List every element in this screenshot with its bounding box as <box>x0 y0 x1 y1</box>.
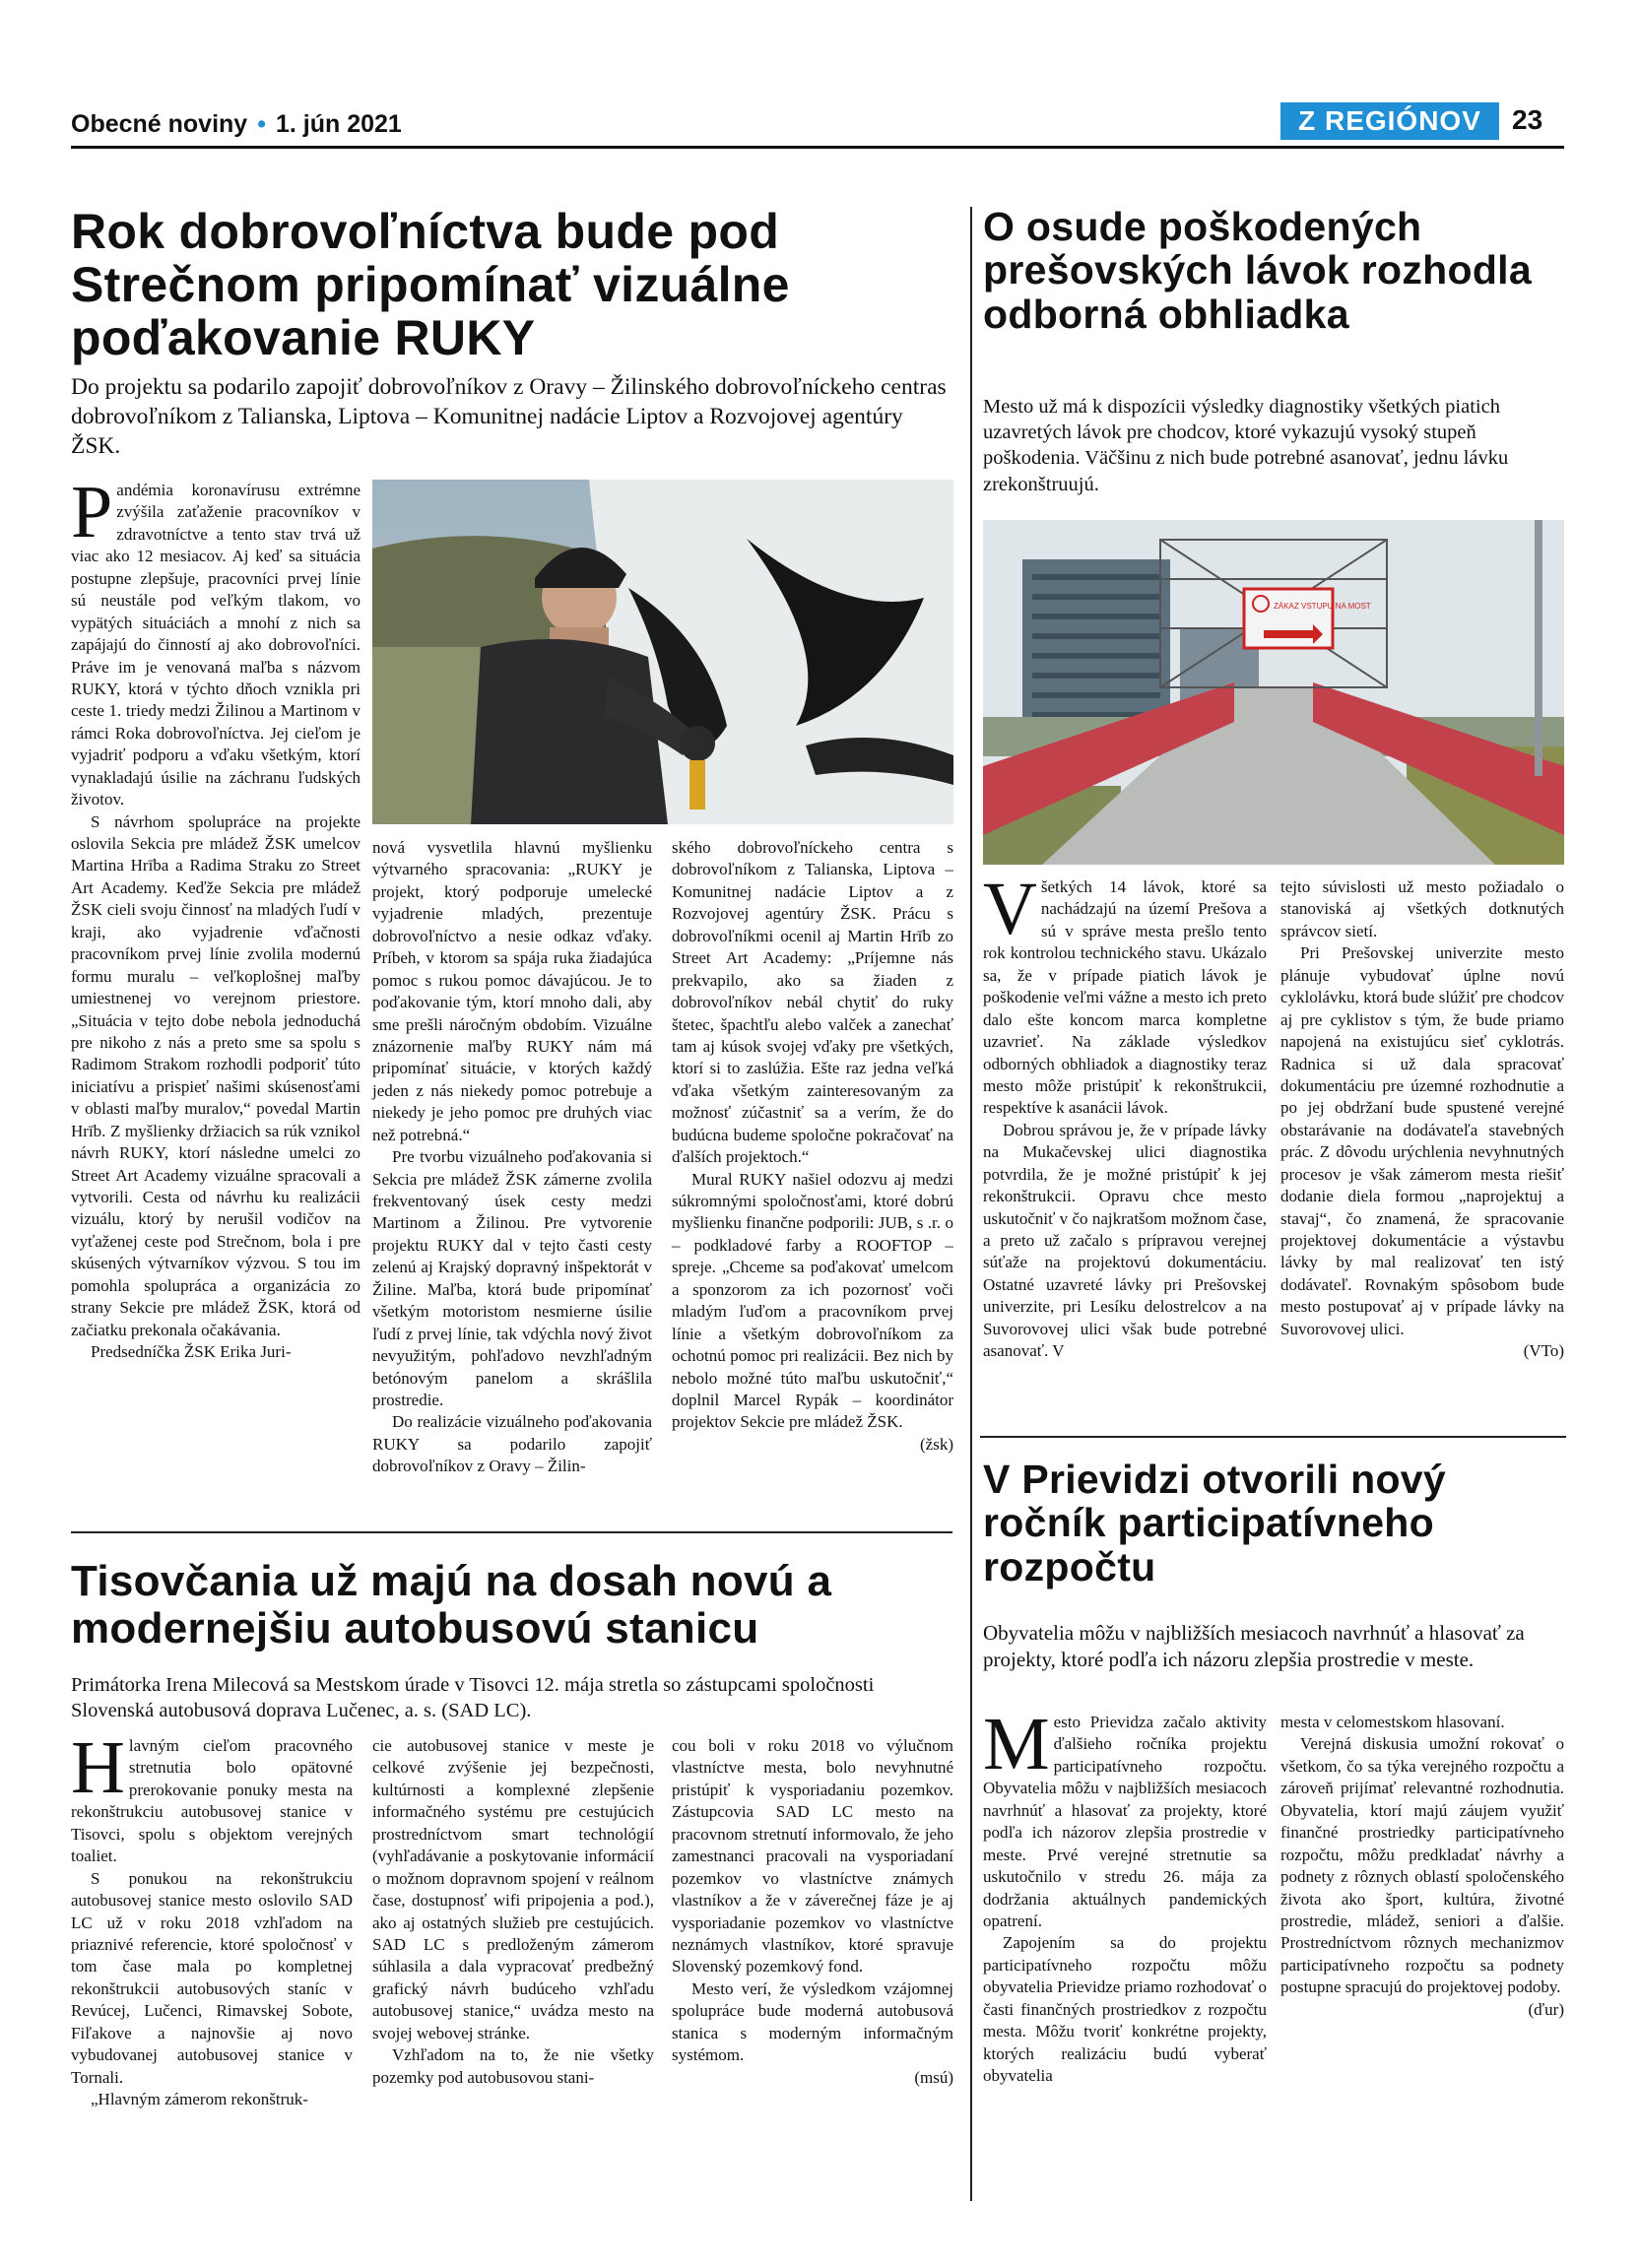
article3-lead: Obyvatelia môžu v najbližších mesiacoch navrhnúť a hlasovať za projekty, ktoré podľa ich názoru zlepšia prostredie v meste. <box>983 1621 1525 1671</box>
article4-signature: (msú) <box>914 2067 953 2087</box>
issue-date: 1. jún 2021 <box>275 110 402 138</box>
page-number: 23 <box>1512 104 1543 135</box>
article2-col1-p2: Dobrou správou je, že v prípade lávky na Mukačevskej ulici diagnostika potvrdila, že je možné pristúpiť k jej rekonštrukcii. Opravu chce mesto uskutočniť v čo najkratšom možnom čase, a preto už začalo s prípravou verejnej súťaže na projektovú dokumentáciu. Ostatné uzavreté lávky pri Prešovskej univerzite, pri Lesíku delostrelcov a na Suvorovovej ulici však bude potrebné asanovať. V <box>983 1120 1267 1361</box>
article1-signature: (žsk) <box>920 1434 953 1454</box>
article1-title: Rok dobrovoľníctva bude pod Strečnom pripomínať vizuálne poďakovanie RUKY <box>71 204 790 365</box>
footbridge-image <box>983 520 1564 865</box>
article-divider-left <box>71 1531 952 1533</box>
article4-col1-p2: S ponukou na rekonštrukciu autobusovej stanice mesto oslovilo SAD LC už v roku 2018 vzhľadom na priaznivé referencie, ktoré spoločnosť v tom čase mala po kompletnej rekonštrukcii autobusových staníc v Revúcej, Lučenci, Rimavskej Sobote, Fiľakove a najnovšie aj novo vybudovanej autobusovej stanice v Tornali. <box>71 1868 353 2087</box>
article2-signature: (VTo) <box>1523 1341 1564 1361</box>
article1-col2-p3: Do realizácie vizuálneho poďakovania RUKY sa podarilo zapojiť dobrovoľníkov z Oravy – Žilin- <box>372 1412 652 1476</box>
article1-col2-p2: Pre tvorbu vizuálneho poďakovania si Sekcia pre mládež ŽSK zámerne zvolila frekventovaný úsek cesty medzi Martinom a Žilinou. Pre vytvorenie projektu RUKY dal v tejto časti cesty zelenú aj Krajský dopravný inšpektorát v Žiline. Maľba, ktorá bude pripomínať všetkým motoristom nesmierne úsilie ľudí z prvej línie, tak vdýchla nový život nevyužitým, pohľadovo nevzhľadným betónovým panelom a skrášlila prostredie. <box>372 1147 652 1409</box>
article3-signature: (ďur) <box>1528 1999 1564 2019</box>
article1-col1-p3: Predsedníčka ŽSK Erika Juri- <box>91 1342 292 1362</box>
separator-dot: • <box>257 110 266 138</box>
publication-name: Obecné noviny <box>71 110 248 138</box>
article2-col2-p1: tejto súvislosti už mesto požiadalo o stanoviská aj všetkých dotknutých správcov sietí. <box>1280 877 1564 940</box>
article2-column-2 <box>1280 876 1564 1363</box>
article1-dropcap: P <box>71 471 113 553</box>
article4-col2-p1: cie autobusovej stanice v meste je celkové zvýšenie jej bezpečnosti, kultúrnosti a komplexné zlepšenie informačného systému pre cestujúcich prostredníctvom smart technológií (vyhľadávanie a poskytovanie informácií o možnom dopravnom spojení v reálnom čase, dostupnosť wifi pripojenia a pod.), ako aj ostatných služieb pre cestujúcich. SAD LC s predloženým zámerom súhlasila a dala vypracovať predbežný grafický návrh budúceho vzhľadu autobusovej stanice,“ uvádza mesto na svojej webovej stránke. <box>372 1736 654 2042</box>
article4-column-2 <box>372 1735 654 2089</box>
bridge-sign-text: ZÁKAZ VSTUPU NA MOST <box>1274 602 1371 611</box>
article3-column-2 <box>1280 1712 1564 2021</box>
masthead <box>71 110 402 139</box>
footbridge-photo <box>983 520 1564 865</box>
article3-dropcap: M <box>983 1703 1050 1785</box>
article3-col1-p1: esto Prievidza začalo aktivity ďalšieho ročníka projektu participatívneho rozpočtu. Obyvatelia môžu v najbližších mesiacoch navrhnúť a hlasovať za projekty, ktoré podľa ich názorov zlepšia prostredie v meste. Prvé verejné stretnutie sa uskutočnilo v stredu 26. mája za dodržania aktuálnych pandemických opatrení. <box>983 1713 1267 1930</box>
mural-photo <box>372 480 953 824</box>
article3-col2-p2: Verejná diskusia umožní rokovať o všetkom, čo sa týka verejného rozpočtu a zároveň prijímať relevantné rozhodnutia. Obyvatelia, ktorí majú záujem využiť finančné prostriedky participatívneho rozpočtu, môžu predkladať návrhy a podnety z rôznych oblastí spoločenského života ako šport, kultúra, životné prostredie, mládež, seniori a ďalšie. Prostredníctvom rôznych mechanizmov participatívneho rozpočtu sa podnety postupne spracujú do projektovej podoby. <box>1280 1734 1564 1997</box>
mural-artist-image <box>372 480 953 824</box>
article2-dropcap: V <box>983 868 1037 950</box>
article1-col1-intro: andémia koronavírusu extrémne zvýšila zaťaženie pracovníkov v zdravotníctve a tento stav trvá už viac ako 12 mesiacov. Aj keď sa situácia postupne zlepšuje, pracovníci prvej línie sú neustále pod veľkým tlakom, vo vypätých situáciách a mnohí z nich sa zapájajú do činností aj ako dobrovoľníci. Práve im je venovaná maľba s názvom RUKY, ktorá v týchto dňoch vznikla pri ceste 1. triedy medzi Žilinou a Martinom v rámci Roka dobrovoľníctva. Jej cieľom je vyjadriť podporu a vďaku všetkým, ktorí vynakladajú úsilie na záchranu ľudských životov. <box>71 481 361 810</box>
article1-col2-p1: nová vysvetlila hlavnú myšlienku výtvarného spracovania: „RUKY je projekt, ktorý podporuje umelecké vyjadrenie mladých, prezentuje dobrovoľníctvo a nesie odkaz vďaky. Príbeh, v ktorom sa spája ruka žiadajúca pomoc s rukou pomoc dávajúcou. Je to poďakovanie tým, ktorí mnoho dali, aby sme prešli náročným obdobím. Vizuálne znázornenie maľby RUKY nám má pripomínať situácie, v ktorých každý jeden z nás niekedy pomoc potrebuje a niekedy je jeho pomoc pre druhých viac než potrebná.“ <box>372 838 652 1144</box>
article2-col1-p1: šetkých 14 lávok, ktoré sa nachádzajú na území Prešova a sú v správe mesta prešlo tento rok kontrolou technického stavu. Ukázalo sa, že v prípade piatich lávok je poškodenie veľmi vážne a mesto ich preto dalo ešte koncom marca kompletne uzavrieť. Na základe výsledkov odborných obhliadok a diagnostiky teraz mesto môže pristúpiť k rekonštrukcii, respektíve k asanácii lávok. <box>983 877 1267 1118</box>
article4-col2-p2: Vzhľadom na to, že nie všetky pozemky pod autobusovou stani- <box>372 2045 654 2087</box>
article4-dropcap: H <box>71 1726 125 1809</box>
article3-col1-p2: Zapojením sa do projektu participatívneho rozpočtu môžu obyvatelia Prievidze priamo rozhodovať o časti finančných prostriedkov z rozpočtu mesta. Môžu tvoriť konkrétne projekty, ktorých realizáciu budú vyberať obyvatelia <box>983 1933 1267 2085</box>
article1-col3-p1: ského dobrovoľníckeho centra s dobrovoľníkom z Talianska, Liptova – Komunitnej nadácie Liptov a z Rozvojovej agentúry ŽSK. Prácu s dobrovoľníkmi ocenil aj Martin Hrīb zo Street Art Academy: „Príjemne nás prekvapilo, ako sa žiaden z dobrovoľníkov nebál chytiť do ruky štetec, špachtľu alebo valček a zanechať tam aj kúsok svojej vďaky pre všetkých, ktorí si to zaslúžia. Ešte raz jedna veľká vďaka všetkým zainteresovaným za možnosť zúčastniť sa a verím, že do budúcna budeme spoločne pokračovať na ďalších projektoch.“ <box>672 838 953 1167</box>
header-rule <box>71 146 1564 149</box>
article-divider-right <box>980 1436 1566 1438</box>
article1-col1-p2: S návrhom spolupráce na projekte oslovila Sekcia pre mládež ŽSK umelcov Martina Hrība a Radima Straku zo Street Art Academy. Keďže Sekcia pre mládež ŽSK cieli svoju činnosť na mladých ľudí v kraji, ako vyjadrenie vďačnosti pracovníkom prvej línie zvolila modernú formu muralu – veľkoplošnej maľby umiestnenej vo verejnom priestore. „Situácia v tejto dobe nebola jednoduchá pre nikoho z nás a preto sme sa spolu s Radimom Strakom rozhodli podporiť túto iniciatívu a prispieť našimi skúsenosťami v oblasti maľby muralov,“ povedal Martin Hrīb. Z myšlienky držiacich sa rúk vznikol návrh RUKY, ktorí následne umelci zo Street Art Academy vizuálne spracovali a vytvorili. Cesta od návrhu ku realizácii vizuálu, ktorý by nerušil vodičov na vyťaženej ceste pod Strečnom, bola i pre skúsených výtvarníkov výzvou. S tou im pomohla spolupráca a organizácia zo strany Sekcie pre mládež ŽSK, ktorá od začiatku prekonala očakávania. <box>71 811 361 1339</box>
article1-lead: Do projektu sa podarilo zapojiť dobrovoľníkov z Oravy – Žilinského dobrovoľníckeho centras dobrovoľníkom z Talianska, Liptova – Komunitnej nadácie Liptov a Rozvojovej agentúry ŽSK. <box>71 374 947 460</box>
article3-title: V Prievidzi otvorili nový ročník participatívneho rozpočtu <box>983 1457 1447 1589</box>
article4-col3-p2: Mesto verí, že výsledkom vzájomnej spolupráce bude moderná autobusová stanica s moderným informačným systémom. <box>672 1978 953 2065</box>
article2-lead: Mesto už má k dispozícii výsledky diagnostiky všetkých piatich uzavretých lávok pre chodcov, ktoré vykazujú vysoký stupeň poškodenia. Väčšinu z nich bude potrebné asanovať, jednu lávku zrekonštruujú. <box>983 396 1509 495</box>
article4-lead: Primátorka Irena Milecová sa Mestskom úrade v Tisovci 12. mája stretla so zástupcami spoločnosti Slovenská autobusová doprava Lučenec, a. s. (SAD LC). <box>71 1674 875 1722</box>
article4-col3-p1: cou boli v roku 2018 vo výlučnom vlastníctve mesta, bolo nevyhnutné pristúpiť k vysporiadaniu pozemkov. Zástupcovia SAD LC mesto na pracovnom stretnutí informovalo, že jeho zamestnanci pracovali na vysporiadaní pozemkov vo vlastníctve známych vlastníkov a že v záverečnej fáze je aj vysporiadanie pozemkov vo vlastníctve neznámych vlastníkov, ktoré spravuje Slovenský pozemkový fond. <box>672 1736 953 1976</box>
article2-col2-p2: Pri Prešovskej univerzite mesto plánuje vybudovať úplne novú cyklolávku, ktorá bude slúžiť pre chodcov aj pre cyklistov s tým, že bude priamo napojená na existujúcu sieť cyklotrás. Radnica si už dala spracovať dokumentáciu pre územné rozhodnutie a po jej obdržaní bude spustené verejné obstarávanie na dodávateľa stavebných prác. Z dôvodu urýchlenia nevyhnutných procesov je však zámerom mesta riešiť dodanie diela formou „naprojektuj a stavaj“, čo znamená, že spracovanie projektovej dokumentácie a výstavbu lávky by mal realizovať ten istý dodávateľ. Rovnakým spôsobom bude mesto postupovať aj v prípade lávky na Suvorovovej ulici. <box>1280 943 1564 1338</box>
article4-col1-p1: lavným cieľom pracovného stretnutia bolo opätovné prerokovanie ponuky mesta na rekonštrukciu autobusovej stanice v Tisovci, spolu s objektom verejných toaliet. <box>71 1736 353 1866</box>
article1-column-2 <box>372 837 652 1478</box>
article1-col3-p2: Mural RUKY našiel odozvu aj medzi súkromnými spoločnosťami, ktoré dobrú myšlienku finančne podporili: JUB, s .r. o – podkladové farby a ROOFTOP – spreje. „Chceme sa poďakovať umelcom a sponzorom za ich pozornosť voči mladým ľuďom a pracovníkom prvej línie a všetkým dobrovoľníkom za ochotnú pomoc pri realizácii. Bez nich by nebolo možné túto maľbu uskutočniť,“ doplnil Marcel Rypák – koordinátor projektov Sekcie pre mládež ŽSK. <box>672 1169 953 1432</box>
article4-column-1 <box>71 1726 353 2110</box>
article4-col1-p3: „Hlavným zámerom rekonštruk- <box>91 2090 308 2108</box>
article4-column-3 <box>672 1735 953 2089</box>
article1-column-1 <box>71 471 361 1364</box>
article1-column-3 <box>672 837 953 1456</box>
article3-column-1 <box>983 1703 1267 2087</box>
article2-title: O osude poškodených prešovských lávok rozhodla odborná obhliadka <box>983 204 1532 337</box>
article2-column-1 <box>983 868 1267 1363</box>
column-divider <box>970 207 972 2201</box>
article3-col2-p1: mesta v celomestskom hlasovaní. <box>1280 1713 1505 1731</box>
article4-title: Tisovčania už majú na dosah novú a modernejšiu autobusovú stanicu <box>71 1557 832 1652</box>
section-label: Z REGIÓNOV <box>1280 102 1499 140</box>
